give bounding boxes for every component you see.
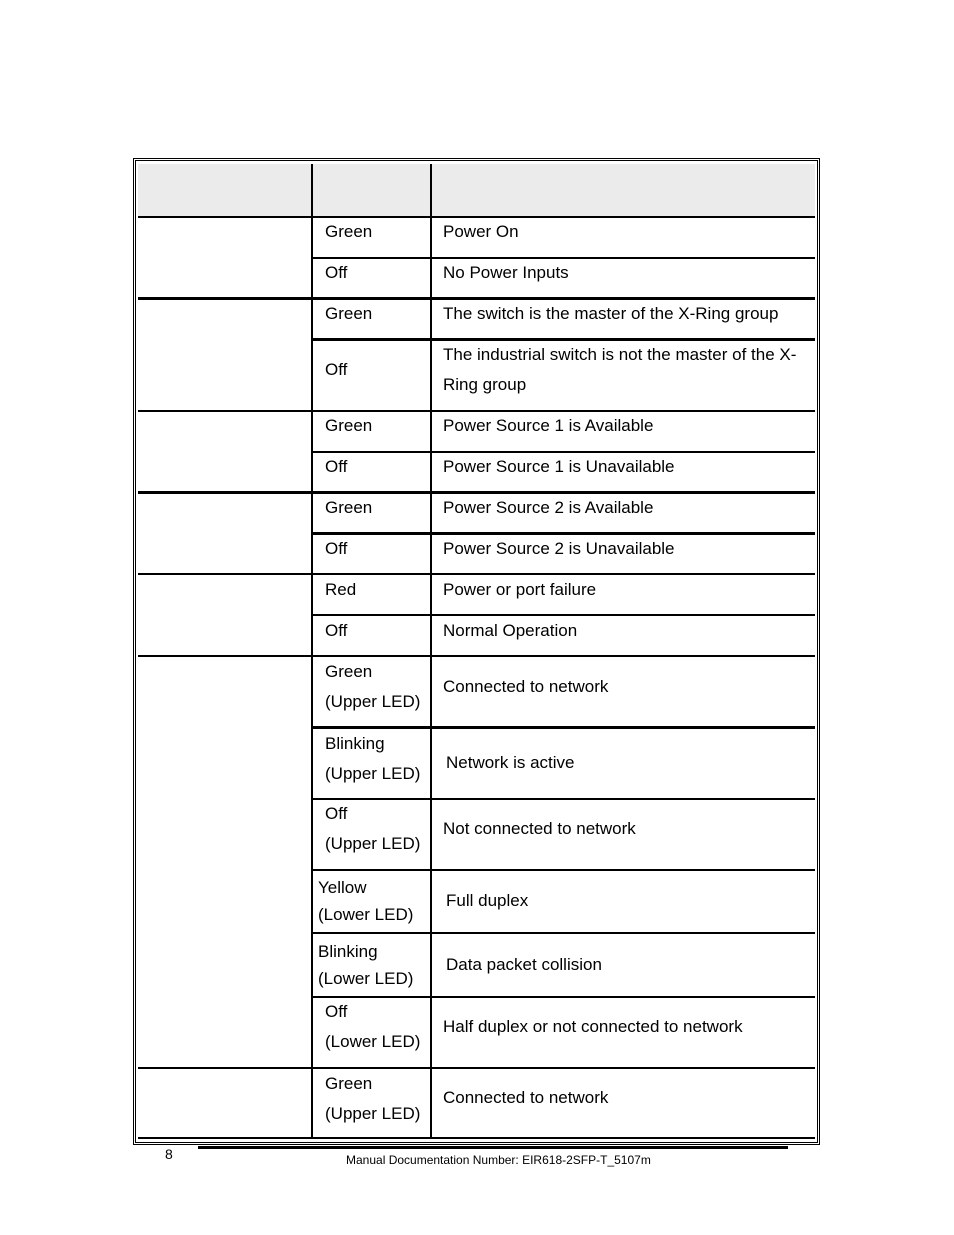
description-cell: Power Source 1 is Unavailable <box>443 457 675 476</box>
row-divider <box>138 297 815 300</box>
led-name-cell <box>138 300 312 410</box>
status-cell <box>313 575 430 605</box>
status-text: Off <box>325 457 348 476</box>
status-led-position: (Upper LED) <box>325 692 421 711</box>
row-divider <box>138 573 815 575</box>
row-divider <box>311 614 815 616</box>
status-cell <box>313 452 430 482</box>
row-divider <box>311 869 815 871</box>
status-led-position: (Upper LED) <box>325 834 421 853</box>
status-text: Green <box>325 1074 373 1093</box>
row-divider <box>138 216 815 218</box>
status-cell <box>313 798 430 860</box>
status-text: Off <box>325 804 348 823</box>
description-cell: Network is active <box>446 753 575 772</box>
status-led-position: (Lower LED) <box>325 1032 421 1051</box>
status-cell <box>313 874 430 928</box>
status-cell <box>313 299 430 329</box>
row-divider <box>311 726 815 729</box>
status-cell <box>313 258 430 288</box>
status-led-position: (Lower LED) <box>318 905 414 924</box>
status-cell <box>313 1068 430 1130</box>
description-cell: Power On <box>443 222 519 241</box>
status-cell <box>313 411 430 441</box>
status-text: Off <box>325 360 348 379</box>
description-cell: Power or port failure <box>443 580 597 599</box>
status-text: Blinking <box>325 734 385 753</box>
status-text: Green <box>325 498 373 517</box>
status-text: Green <box>325 304 373 323</box>
description-cell: Connected to network <box>443 1088 609 1107</box>
status-cell <box>313 616 430 646</box>
doc-number: Manual Documentation Number: EIR618-2SFP-T_5107m <box>346 1153 651 1167</box>
description-cell: Connected to network <box>443 677 609 696</box>
header-cell-status <box>313 164 430 216</box>
status-text: Yellow <box>318 878 367 897</box>
description-cell: Power Source 2 is Unavailable <box>443 539 675 558</box>
row-divider <box>138 410 815 412</box>
status-cell <box>313 938 430 992</box>
row-divider <box>311 338 815 341</box>
description-cell: Full duplex <box>446 891 529 910</box>
row-divider <box>311 798 815 800</box>
description-cell: Not connected to network <box>443 819 636 838</box>
page-number: 8 <box>165 1146 173 1162</box>
status-led-position: (Upper LED) <box>325 1104 421 1123</box>
status-cell <box>313 534 430 564</box>
description-cell: Normal Operation <box>443 621 578 640</box>
led-name-cell <box>138 658 312 1068</box>
description-cell: Power Source 2 is Available <box>443 498 654 517</box>
status-text: Off <box>325 263 348 282</box>
led-name-cell <box>138 218 312 298</box>
led-name-cell <box>138 1070 312 1138</box>
status-cell <box>313 217 430 247</box>
header-cell-led <box>138 164 312 216</box>
row-divider <box>311 451 815 453</box>
column-divider <box>430 164 432 1139</box>
status-cell <box>313 728 430 790</box>
status-cell <box>313 656 430 718</box>
header-cell-description <box>431 164 815 216</box>
row-divider <box>138 1067 815 1069</box>
status-text: Off <box>325 1002 348 1021</box>
row-divider <box>311 257 815 259</box>
led-name-cell <box>138 412 312 492</box>
status-led-position: (Upper LED) <box>325 764 421 783</box>
led-name-cell <box>138 576 312 656</box>
row-divider <box>138 655 815 657</box>
row-divider <box>311 932 815 934</box>
status-cell <box>313 996 430 1058</box>
description-cell: Half duplex or not connected to network <box>443 1017 743 1036</box>
description-cell: Data packet collision <box>446 955 602 974</box>
status-text: Blinking <box>318 942 378 961</box>
status-text: Green <box>325 416 373 435</box>
row-divider <box>138 1137 815 1139</box>
status-text: Red <box>325 580 357 599</box>
description-cell: Power Source 1 is Available <box>443 416 654 435</box>
column-divider <box>311 164 313 1139</box>
description-cell: The switch is the master of the X-Ring group <box>443 304 779 323</box>
status-text: Off <box>325 621 348 640</box>
description-cell: No Power Inputs <box>443 263 569 282</box>
description-cell: The industrial switch is not the master of the X-Ring group <box>443 345 797 394</box>
led-name-cell <box>138 494 312 574</box>
status-led-position: (Lower LED) <box>318 969 414 988</box>
status-text: Off <box>325 539 348 558</box>
footer-rule <box>198 1146 788 1149</box>
row-divider <box>138 491 815 494</box>
status-text: Green <box>325 662 373 681</box>
status-text: Green <box>325 222 373 241</box>
status-cell <box>313 493 430 523</box>
row-divider <box>311 532 815 535</box>
status-cell <box>313 341 430 399</box>
row-divider <box>311 996 815 998</box>
